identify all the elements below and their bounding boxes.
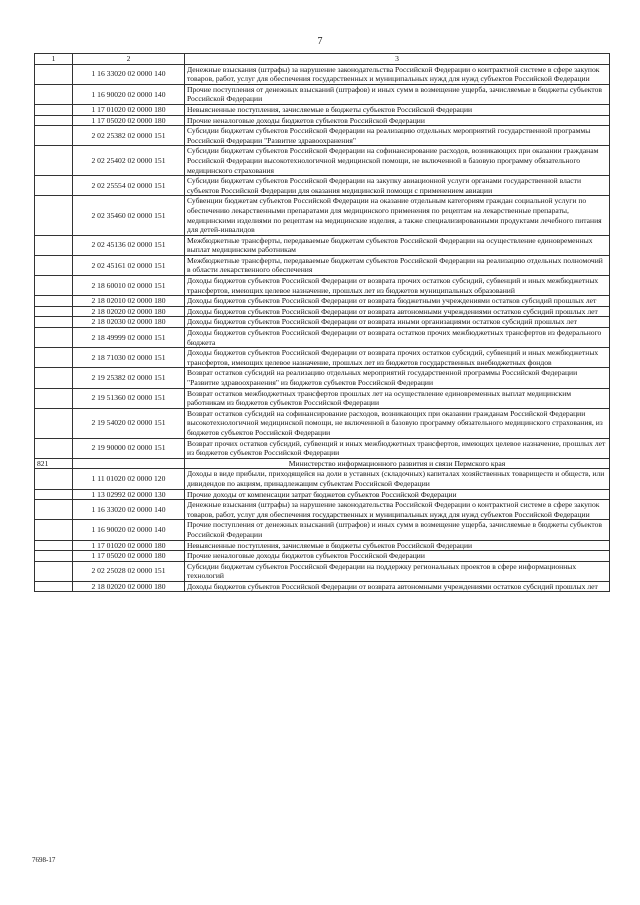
admin-code-cell (35, 581, 73, 592)
admin-code-cell (35, 520, 73, 540)
document-footer-code: 7698-17 (32, 856, 56, 864)
revenue-code-cell: 2 02 25382 02 0000 151 (73, 126, 185, 146)
admin-code-cell (35, 551, 73, 562)
admin-code-cell (35, 469, 73, 489)
admin-code-cell (35, 296, 73, 307)
admin-code-cell (35, 84, 73, 104)
revenue-code-cell (73, 458, 185, 469)
admin-code-cell (35, 317, 73, 328)
admin-code-cell: 821 (35, 458, 73, 469)
revenue-code-cell: 1 17 05020 02 0000 180 (73, 115, 185, 126)
table-row (35, 520, 610, 540)
table-row (35, 368, 610, 388)
revenue-code-cell: 1 16 90020 02 0000 140 (73, 84, 185, 104)
revenue-code-cell: 1 16 33020 02 0000 140 (73, 500, 185, 520)
table-row (35, 388, 610, 408)
table-row (35, 276, 610, 296)
budget-classification-table (34, 53, 610, 592)
table-row (35, 104, 610, 115)
table-header-row (35, 54, 610, 65)
revenue-code-cell: 2 18 60010 02 0000 151 (73, 276, 185, 296)
admin-code-cell (35, 176, 73, 196)
admin-code-cell (35, 146, 73, 176)
revenue-code-cell: 2 18 49999 02 0000 151 (73, 328, 185, 348)
revenue-name-cell: Доходы бюджетов субъектов Российской Федерации от возврата остатков прочих межбюджетных трансфертов из федерального бюджета (185, 328, 610, 348)
admin-code-cell (35, 306, 73, 317)
admin-code-cell (35, 348, 73, 368)
revenue-code-cell: 2 02 45161 02 0000 151 (73, 255, 185, 275)
revenue-name-cell: Невыясненные поступления, зачисляемые в бюджеты субъектов Российской Федерации (185, 540, 610, 551)
table-row (35, 469, 610, 489)
section-row (35, 458, 610, 469)
revenue-name-cell: Прочие поступления от денежных взысканий (штрафов) и иных сумм в возмещение ущерба, зачисляемые в бюджеты субъектов Российской Федерации (185, 520, 610, 540)
revenue-code-cell: 1 13 02992 02 0000 130 (73, 489, 185, 500)
admin-code-cell (35, 104, 73, 115)
table-row (35, 146, 610, 176)
revenue-name-cell: Невыясненные поступления, зачисляемые в бюджеты субъектов Российской Федерации (185, 104, 610, 115)
revenue-name-cell: Субсидии бюджетам субъектов Российской Федерации на закупку авиационной услуги органами государственной власти субъектов Российской Федерации для оказания медицинской помощи с применением авиации (185, 176, 610, 196)
revenue-name-cell: Прочие доходы от компенсации затрат бюджетов субъектов Российской Федерации (185, 489, 610, 500)
table-row (35, 126, 610, 146)
revenue-name-cell: Доходы бюджетов субъектов Российской Федерации от возврата бюджетными учреждениями остатков субсидий прошлых лет (185, 296, 610, 307)
table-row (35, 235, 610, 255)
table-row (35, 551, 610, 562)
revenue-code-cell: 1 11 01020 02 0000 120 (73, 469, 185, 489)
revenue-code-cell: 2 19 25382 02 0000 151 (73, 368, 185, 388)
table-row (35, 296, 610, 307)
table-row (35, 115, 610, 126)
revenue-code-cell: 2 02 45136 02 0000 151 (73, 235, 185, 255)
revenue-name-cell: Министерство информационного развития и связи Пермского края (185, 458, 610, 469)
admin-code-cell (35, 126, 73, 146)
revenue-name-cell: Возврат прочих остатков субсидий, субвенций и иных межбюджетных трансфертов, имеющих целевое назначение, прошлых лет из бюджетов субъектов Российской Федерации (185, 438, 610, 458)
table-row (35, 328, 610, 348)
revenue-name-cell: Доходы бюджетов субъектов Российской Федерации от возврата иными организациями остатков субсидий прошлых лет (185, 317, 610, 328)
column-header-3: 3 (185, 54, 610, 65)
table-row (35, 317, 610, 328)
revenue-code-cell: 2 19 90000 02 0000 151 (73, 438, 185, 458)
table-row (35, 561, 610, 581)
revenue-code-cell: 2 18 02020 02 0000 180 (73, 306, 185, 317)
table-row (35, 255, 610, 275)
table-body (35, 54, 610, 592)
revenue-name-cell: Прочие неналоговые доходы бюджетов субъектов Российской Федерации (185, 115, 610, 126)
revenue-code-cell: 1 17 05020 02 0000 180 (73, 551, 185, 562)
revenue-code-cell: 2 19 54020 02 0000 151 (73, 408, 185, 438)
revenue-name-cell: Межбюджетные трансферты, передаваемые бюджетам субъектов Российской Федерации на реализацию отдельных полномочий в области лекарственного обеспечения (185, 255, 610, 275)
revenue-name-cell: Прочие неналоговые доходы бюджетов субъектов Российской Федерации (185, 551, 610, 562)
table-row (35, 500, 610, 520)
table-row (35, 540, 610, 551)
page-number: 7 (317, 36, 323, 47)
revenue-code-cell: 2 18 02020 02 0000 180 (73, 581, 185, 592)
admin-code-cell (35, 388, 73, 408)
admin-code-cell (35, 235, 73, 255)
admin-code-cell (35, 328, 73, 348)
table-row (35, 408, 610, 438)
admin-code-cell (35, 115, 73, 126)
revenue-name-cell: Денежные взыскания (штрафы) за нарушение законодательства Российской Федерации о контрактной системе в сфере закупок товаров, работ, услуг для обеспечения государственных и муниципальных нужд для нужд субъектов Российской Федерации (185, 64, 610, 84)
revenue-name-cell: Доходы бюджетов субъектов Российской Федерации от возврата прочих остатков субсидий, субвенций и иных межбюджетных трансфертов, имеющих целевое назначение, прошлых лет из бюджетов муниципальных образований (185, 276, 610, 296)
table-row (35, 306, 610, 317)
admin-code-cell (35, 255, 73, 275)
admin-code-cell (35, 489, 73, 500)
table-row (35, 438, 610, 458)
admin-code-cell (35, 438, 73, 458)
revenue-code-cell: 1 17 01020 02 0000 180 (73, 104, 185, 115)
admin-code-cell (35, 276, 73, 296)
revenue-name-cell: Субсидии бюджетам субъектов Российской Федерации на софинансирование расходов, возникающих при оказании гражданам Российской Федерации высокотехнологичной медицинской помощи, не включенной в базовую программу обязательного медицинского страхования (185, 146, 610, 176)
revenue-code-cell: 1 16 33020 02 0000 140 (73, 64, 185, 84)
table-row (35, 489, 610, 500)
table-row (35, 176, 610, 196)
revenue-name-cell: Прочие поступления от денежных взысканий (штрафов) и иных сумм в возмещение ущерба, зачисляемые в бюджеты субъектов Российской Федерации (185, 84, 610, 104)
revenue-name-cell: Субсидии бюджетам субъектов Российской Федерации на реализацию отдельных мероприятий государственной программы Российской Федерации "Развитие здравоохранения" (185, 126, 610, 146)
revenue-code-cell: 2 02 25028 02 0000 151 (73, 561, 185, 581)
revenue-name-cell: Субвенции бюджетам субъектов Российской Федерации на оказание отдельным категориям граждан социальной услуги по обеспечению лекарственными препаратами для медицинского применения по рецептам на лекарственные препараты, медицинскими изделиями по рецептам на медицинские изделия, а также специализированными продуктами лечебного питания для детей-инвалидов (185, 196, 610, 235)
admin-code-cell (35, 368, 73, 388)
revenue-name-cell: Межбюджетные трансферты, передаваемые бюджетам субъектов Российской Федерации на осуществление единовременных выплат медицинским работникам (185, 235, 610, 255)
table-row (35, 196, 610, 235)
revenue-name-cell: Возврат остатков межбюджетных трансфертов прошлых лет на осуществление единовременных выплат медицинским работникам из бюджетов субъектов Российской Федерации (185, 388, 610, 408)
table-row (35, 84, 610, 104)
admin-code-cell (35, 408, 73, 438)
admin-code-cell (35, 561, 73, 581)
revenue-name-cell: Доходы в виде прибыли, приходящейся на доли в уставных (складочных) капиталах хозяйственных товариществ и обществ, или дивидендов по акциям, принадлежащим субъектам Российской Федерации (185, 469, 610, 489)
table-row (35, 581, 610, 592)
revenue-code-cell: 1 17 01020 02 0000 180 (73, 540, 185, 551)
revenue-name-cell: Субсидии бюджетам субъектов Российской Федерации на поддержку региональных проектов в сфере информационных технологий (185, 561, 610, 581)
revenue-name-cell: Возврат остатков субсидий на софинансирование расходов, возникающих при оказании гражданам Российской Федерации высокотехнологичной медицинской помощи, не включенной в базовую программу обязательного медицинского страхования, из бюджетов субъектов Российской Федерации (185, 408, 610, 438)
revenue-code-cell: 2 18 71030 02 0000 151 (73, 348, 185, 368)
revenue-code-cell: 2 02 25402 02 0000 151 (73, 146, 185, 176)
revenue-name-cell: Доходы бюджетов субъектов Российской Федерации от возврата автономными учреждениями остатков субсидий прошлых лет (185, 306, 610, 317)
admin-code-cell (35, 64, 73, 84)
revenue-code-cell: 2 18 02030 02 0000 180 (73, 317, 185, 328)
revenue-name-cell: Денежные взыскания (штрафы) за нарушение законодательства Российской Федерации о контрактной системе в сфере закупок товаров, работ, услуг для обеспечения государственных и муниципальных нужд для нужд субъектов Российской Федерации (185, 500, 610, 520)
revenue-name-cell: Доходы бюджетов субъектов Российской Федерации от возврата прочих остатков субсидий, субвенций и иных межбюджетных трансфертов, имеющих целевое назначение, прошлых лет из бюджетов государственных внебюджетных фондов (185, 348, 610, 368)
admin-code-cell (35, 196, 73, 235)
revenue-code-cell: 1 16 90020 02 0000 140 (73, 520, 185, 540)
column-header-2: 2 (73, 54, 185, 65)
revenue-code-cell: 2 02 25554 02 0000 151 (73, 176, 185, 196)
admin-code-cell (35, 500, 73, 520)
revenue-code-cell: 2 18 02010 02 0000 180 (73, 296, 185, 307)
column-header-1: 1 (35, 54, 73, 65)
admin-code-cell (35, 540, 73, 551)
revenue-code-cell: 2 02 35460 02 0000 151 (73, 196, 185, 235)
table-row (35, 348, 610, 368)
revenue-code-cell: 2 19 51360 02 0000 151 (73, 388, 185, 408)
revenue-name-cell: Доходы бюджетов субъектов Российской Федерации от возврата автономными учреждениями остатков субсидий прошлых лет (185, 581, 610, 592)
revenue-name-cell: Возврат остатков субсидий на реализацию отдельных мероприятий государственной программы Российской Федерации "Развитие здравоохранения" из бюджетов субъектов Российской Федерации (185, 368, 610, 388)
table-row (35, 64, 610, 84)
